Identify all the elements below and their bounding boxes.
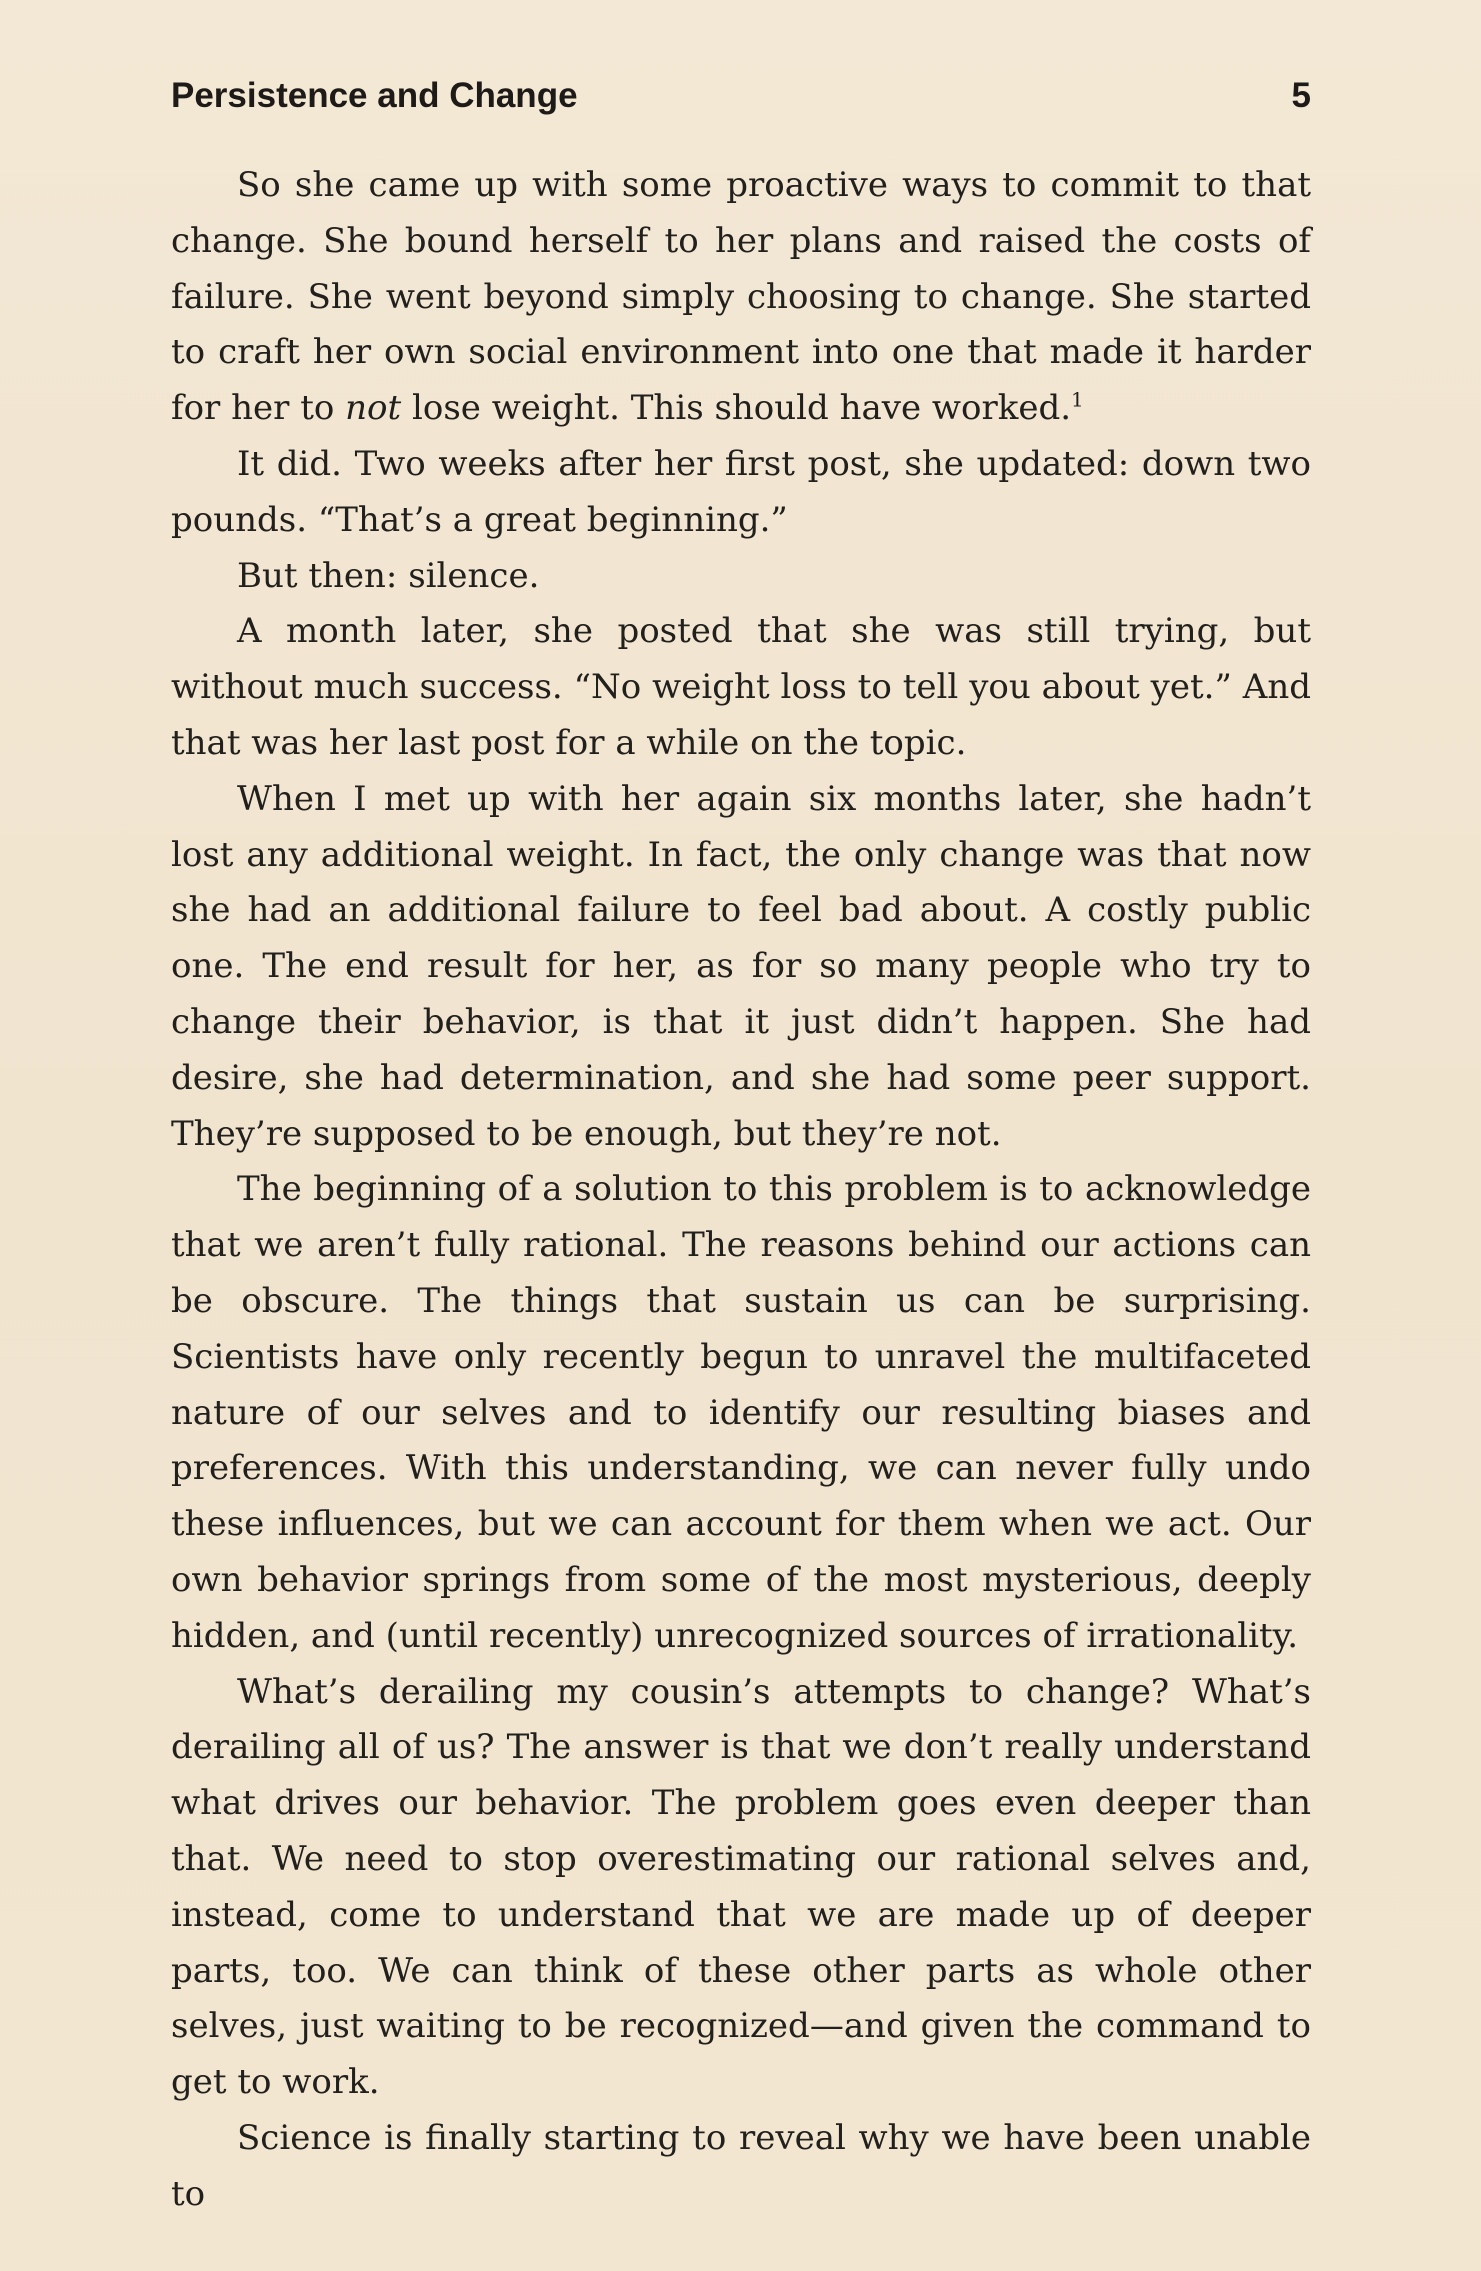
paragraph-1 [171,158,1311,437]
chapter-title: Persistence and Change [171,76,578,115]
footnote-marker[interactable]: 1 [1071,387,1084,412]
paragraph-text: lose weight. This should have worked. [401,388,1072,429]
page-number: 5 [1291,76,1311,115]
paragraph-2: It did. Two weeks after her first post, she updated: down two pounds. “That’s a great beginning.” [171,443,1311,540]
paragraph-3: But then: silence. [237,555,540,596]
paragraph-4: A month later, she posted that she was still trying, but without much success. “No weight loss to tell you about yet.” And that was her last post for a while on the topic. [171,611,1311,763]
paragraph-6: The beginning of a solution to this problem is to acknowledge that we aren’t fully rational. The reasons behind our actions can be obscure. The things that sustain us can be surprising. Scientists have only recently begun to unravel the multifaceted nature of our selves and to identify our resulting biases and preferences. With this understanding, we can never fully undo these influences, but we can account for them when we act. Our own behavior springs from some of the most mysterious, deeply hidden, and (until recently) unrecognized sources of irrationality. [171,1169,1311,1656]
body-text [171,158,1311,2222]
paragraph-8: Science is finally starting to reveal why we have been unable to [171,2117,1311,2214]
running-head [171,76,1311,132]
emphasis-text: not [345,388,402,429]
paragraph-5: When I met up with her again six months later, she hadn’t lost any additional weight. In fact, the only change was that now she had an additional failure to feel bad about. A costly public one. The end result for her, as for so many people who try to change their behavior, is that it just didn’t happen. She had desire, she had determination, and she had some peer support. They’re supposed to be enough, but they’re not. [171,778,1311,1154]
paragraph-text: So she came up with some proactive ways to commit to that change. She bound herself to her plans and raised the costs of failure. She went beyond simply choosing to change. She started to craft her own social environment into one that made it harder for her to [171,165,1311,429]
paragraph-7: What’s derailing my cousin’s attempts to change? What’s derailing all of us? The answer is that we don’t really understand what drives our behavior. The problem goes even deeper than that. We need to stop overestimating our rational selves and, instead, come to understand that we are made up of deeper parts, too. We can think of these other parts as whole other selves, just waiting to be recognized—and given the command to get to work. [171,1671,1311,2103]
